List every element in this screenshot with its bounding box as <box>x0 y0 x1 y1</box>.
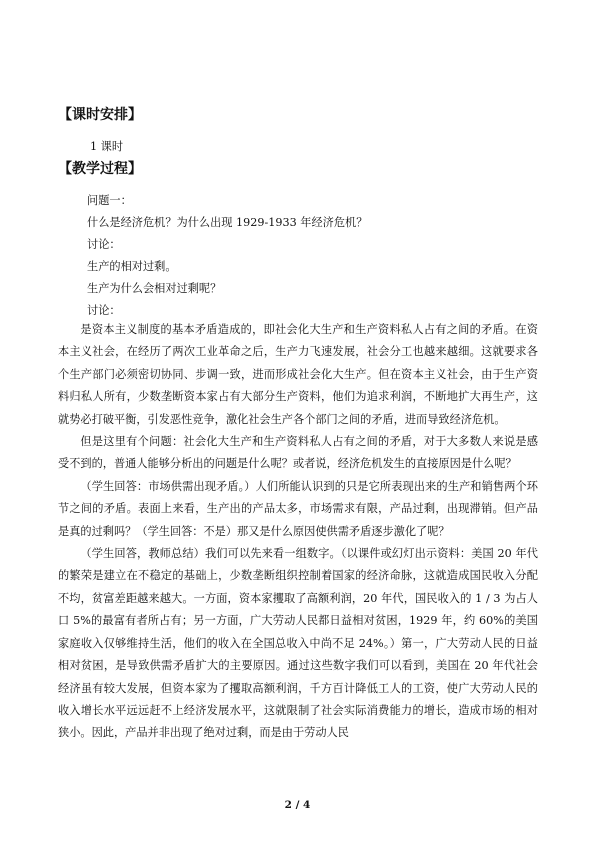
intro-line: 讨论： <box>87 304 121 317</box>
paragraph: （学生回答，教师总结）我们可以先来看一组数字。（以课件或幻灯出示资料：美国 20 年代的繁荣是建立在不稳定的基础上，少数垄断组织控制着国家的经济命脉，这就造成国民收入分配不均，贫富差距越来越大。一方面，资本家攫取了高额利润，20 年代，国民收入的 1 / 3 为占人口 5%的最富有者所占有；另一方面，广大劳动人民都日益相对贫困，1929 年，约 60%的美国家庭收入仅够维持生活，他们的收入在全国总收入中尚不足 24%。）第一，广大劳动人民的日益相对贫困，是导致供需矛盾扩大的主要原因。通过这些数字我们可以看到，美国在 20 年代社会经济虽有较大发展，但资本家为了攫取高额利润，千方百计降低工人的工资，使广大劳动人民的收入增长水平远远赶不上经济发展水平，这就限制了社会实际消费能力的增长，造成市场的相对狭小。因此，产品并非出现了绝对过剩，而是由于劳动人民 <box>58 547 538 740</box>
paragraph: 但是这里有个问题：社会化大生产和生产资料私人占有之间的矛盾，对于大多数人来说是感受不到的，普通人能够分析出的问题是什么呢？或者说，经济危机发生的直接原因是什么呢？ <box>58 435 538 471</box>
intro-line: 什么是经济危机？为什么出现 1929-1933 年经济危机？ <box>87 216 368 229</box>
process-heading: 【教学过程】 <box>58 161 142 177</box>
intro-line: 生产的相对过剩。 <box>87 260 177 273</box>
body-text <box>58 319 538 745</box>
paragraph: 是资本主义制度的基本矛盾造成的，即社会化大生产和生产资料私人占有之间的矛盾。在资本主义社会，在经历了两次工业革命之后，生产力飞速发展，社会分工也越来越细。这就要求各个生产部门必须密切协同、步调一致，进而形成社会化大生产。但在资本主义社会，由于生产资料归私人所有，少数垄断资本家占有大部分生产资料，他们为追求利润，不断地扩大再生产，这就势必打破平衡，引发恶性竞争，激化社会生产各个部门之间的矛盾，进而导致经济危机。 <box>58 323 538 426</box>
intro-line: 生产为什么会相对过剩呢？ <box>87 282 222 295</box>
page-number: 2 / 4 <box>284 799 311 811</box>
schedule-heading: 【课时安排】 <box>58 107 142 123</box>
paragraph: （学生回答：市场供需出现矛盾。）人们所能认识到的只是它所表现出来的生产和销售两个环节之间的矛盾。表面上来看，生产出的产品太多，市场需求有限，产品过剩，出现滞销。但产品是真的过剩吗？（学生回答：不是）那又是什么原因使供需矛盾逐步激化了呢？ <box>58 479 538 538</box>
intro-line: 讨论： <box>87 238 121 251</box>
schedule-text: 1 课时 <box>90 140 124 153</box>
intro-line: 问题一： <box>87 194 132 207</box>
